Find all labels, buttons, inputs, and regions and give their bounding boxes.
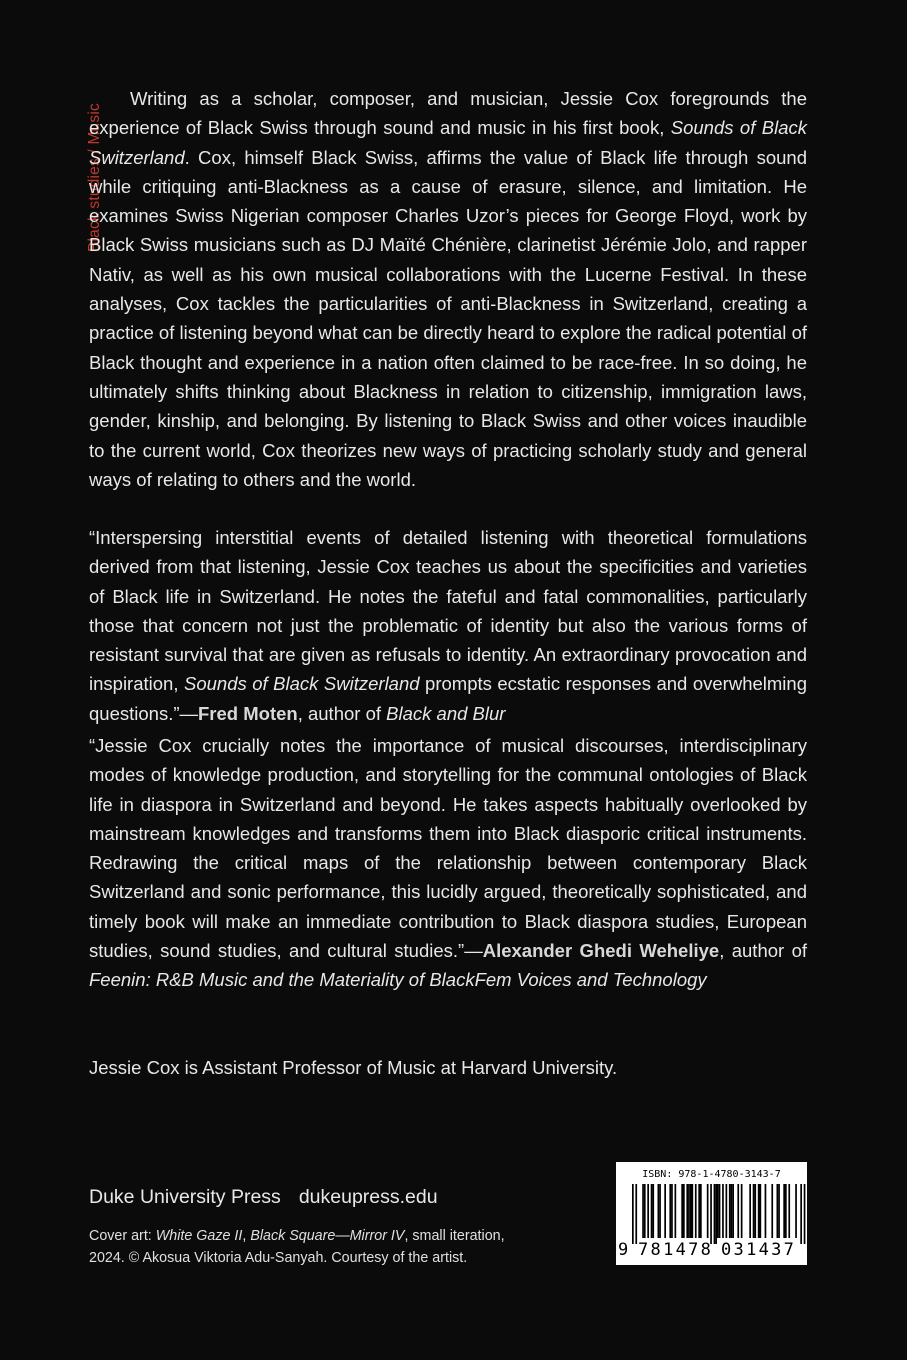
barcode-bar <box>698 1184 700 1238</box>
publisher-name: Duke University Press <box>89 1186 281 1208</box>
quote2-author: Alexander Ghedi Weheliye <box>482 940 720 962</box>
barcode-bar <box>758 1184 760 1238</box>
book-description <box>89 84 807 494</box>
barcode-bar <box>732 1184 734 1238</box>
barcode-bar <box>681 1184 683 1238</box>
barcode-bar <box>644 1184 646 1238</box>
author-bio: Jessie Cox is Assistant Professor of Music at Harvard University. <box>89 1057 618 1078</box>
barcode-bar <box>635 1184 637 1244</box>
barcode-digits-left: 781478 <box>638 1240 714 1260</box>
barcode-bar <box>683 1184 685 1238</box>
barcode-bar <box>722 1184 724 1238</box>
barcode-bar <box>647 1184 649 1238</box>
barcode-bar <box>669 1184 671 1238</box>
barcode-bar <box>686 1184 688 1238</box>
description-text-2: . Cox, himself Black Swiss, affirms the value of Black life through sound while critiquing anti-Blackness as a cause of erasure, silence, and limitation. He examines Swiss Nigerian composer Charles Uzor’s pieces for George Floyd, work by Black Swiss musicians such as DJ Maïté Chénière, clarinetist Jérémie Jolo, and rapper Nativ, as well as his own musical collaborations with the Lucerne Festival. In these analyses, Cox tackles the particularities of anti-Blackness in Switzerland, creating a practice of listening beyond what can be directly heard to explore the radical potential of Black thought and experience in a nation often claimed to be race-free. In so doing, he ultimately shifts thinking about Blackness in relation to citizenship, immigration laws, gender, kinship, and belonging. By listening to Black Swiss and other voices inaudible to the current world, Cox theorizes new ways of practicing scholarly study and general ways of relating to others and the world. <box>89 146 807 490</box>
barcode-bar <box>700 1184 702 1238</box>
description-book-title: Sounds of Black Switzerland <box>89 117 807 168</box>
barcode-bar <box>726 1184 728 1238</box>
barcode-digits-right: 031437 <box>721 1240 797 1260</box>
quote2-author-suffix: , author of <box>719 940 807 962</box>
barcode-bar <box>652 1184 654 1238</box>
isbn-barcode <box>616 1162 807 1265</box>
barcode-bar <box>749 1184 751 1238</box>
description-text-1: Writing as a scholar, composer, and musician, Jessie Cox foregrounds the experience of Black Swiss through sound and music in his first book, <box>89 88 807 139</box>
barcode-bar <box>695 1184 697 1238</box>
barcode-bar <box>658 1184 660 1238</box>
quote1-book-title: Sounds of Black Switzerland <box>183 673 420 695</box>
barcode-bar <box>688 1184 690 1238</box>
barcode-bar <box>715 1184 717 1244</box>
publisher-line <box>89 1186 438 1209</box>
barcode-bar <box>783 1184 785 1238</box>
barcode-bar <box>710 1184 712 1244</box>
cover-credit <box>89 1226 529 1269</box>
barcode-bar <box>737 1184 739 1238</box>
barcode-bar <box>754 1184 756 1238</box>
barcode-bar <box>714 1184 716 1244</box>
quote1-text-b: prompts ecstatic responses and overwhelming questions.”— <box>89 673 807 724</box>
barcode-bar <box>671 1184 673 1238</box>
barcode-bars <box>616 1184 807 1244</box>
barcode-bar <box>788 1184 790 1238</box>
category-label: Black studies / Music <box>86 103 103 252</box>
quote1-text-a: “Interspersing interstitial events of detailed listening with theoretical formulations derived from that listening, Jessie Cox teaches us about the specificities and varieties of Black life in Switzerland. He notes the fateful and fatal commonalities, particularly those that concern not just the problematic of identity but also the various forms of resistant survival that are given as refusals to identity. An extraordinary provocation and inspiration, <box>89 527 807 695</box>
barcode-bar <box>729 1184 731 1238</box>
endorsement-quote-1 <box>89 523 807 728</box>
credit-rest: , small iteration, 2024. © Akosua Viktoria Adu-Sanyah. Courtesy of the artist. <box>89 1228 505 1266</box>
barcode-bar <box>771 1184 773 1238</box>
endorsement-quote-2 <box>89 731 807 995</box>
barcode-bar <box>692 1184 694 1238</box>
credit-prefix: Cover art: <box>89 1228 156 1244</box>
quote2-text: “Jessie Cox crucially notes the importance of musical discourses, interdisciplinary modes of knowledge production, and storytelling for the communal ontologies of Black life in diaspora in Switzerland and beyond. He takes aspects habitually overlooked by mainstream knowledges and transforms them into Black diasporic critical instruments. Redrawing the critical maps of the relationship between contemporary Black Switzerland and sonic performance, this lucidly argued, theoretically sophisticated, and timely book will make an immediate contribution to Black diaspora studies, European studies, sound studies, and cultural studies.”— <box>89 735 807 962</box>
barcode-bar <box>632 1184 634 1244</box>
barcode-bar <box>741 1184 743 1238</box>
barcode-bar <box>690 1184 692 1238</box>
barcode-bar <box>651 1184 653 1238</box>
barcode-bar <box>642 1184 644 1238</box>
barcode-bar <box>765 1184 767 1238</box>
barcode-bar <box>707 1184 709 1238</box>
barcode-bar <box>785 1184 787 1238</box>
barcode-bar <box>717 1184 719 1238</box>
credit-work-1: White Gaze II <box>155 1228 243 1244</box>
barcode-bar <box>804 1184 806 1244</box>
barcode-bar <box>719 1184 721 1238</box>
quote1-author: Fred Moten <box>198 702 298 724</box>
quote1-author-book: Black and Blur <box>386 702 506 724</box>
barcode-bar <box>778 1184 780 1238</box>
isbn-label: ISBN: 978-1-4780-3143-7 <box>642 1169 781 1180</box>
credit-sep: , <box>242 1228 251 1244</box>
barcode-bar <box>795 1184 797 1238</box>
barcode-bar <box>659 1184 661 1238</box>
quote2-author-book: Feenin: R&B Music and the Materiality of BlackFem Voices and Technology <box>89 969 707 991</box>
publisher-url[interactable]: dukeupress.edu <box>298 1186 438 1208</box>
barcode-bar <box>731 1184 733 1238</box>
barcode-bar <box>800 1184 802 1244</box>
barcode-digit-first: 9 <box>618 1240 629 1260</box>
barcode-bar <box>777 1184 779 1238</box>
barcode-bar <box>675 1184 677 1238</box>
credit-work-2: Black Square—Mirror IV <box>250 1228 405 1244</box>
barcode-bar <box>664 1184 666 1238</box>
barcode-bar <box>753 1184 755 1238</box>
quote1-author-suffix: , author of <box>297 702 387 724</box>
barcode-bar <box>760 1184 762 1238</box>
